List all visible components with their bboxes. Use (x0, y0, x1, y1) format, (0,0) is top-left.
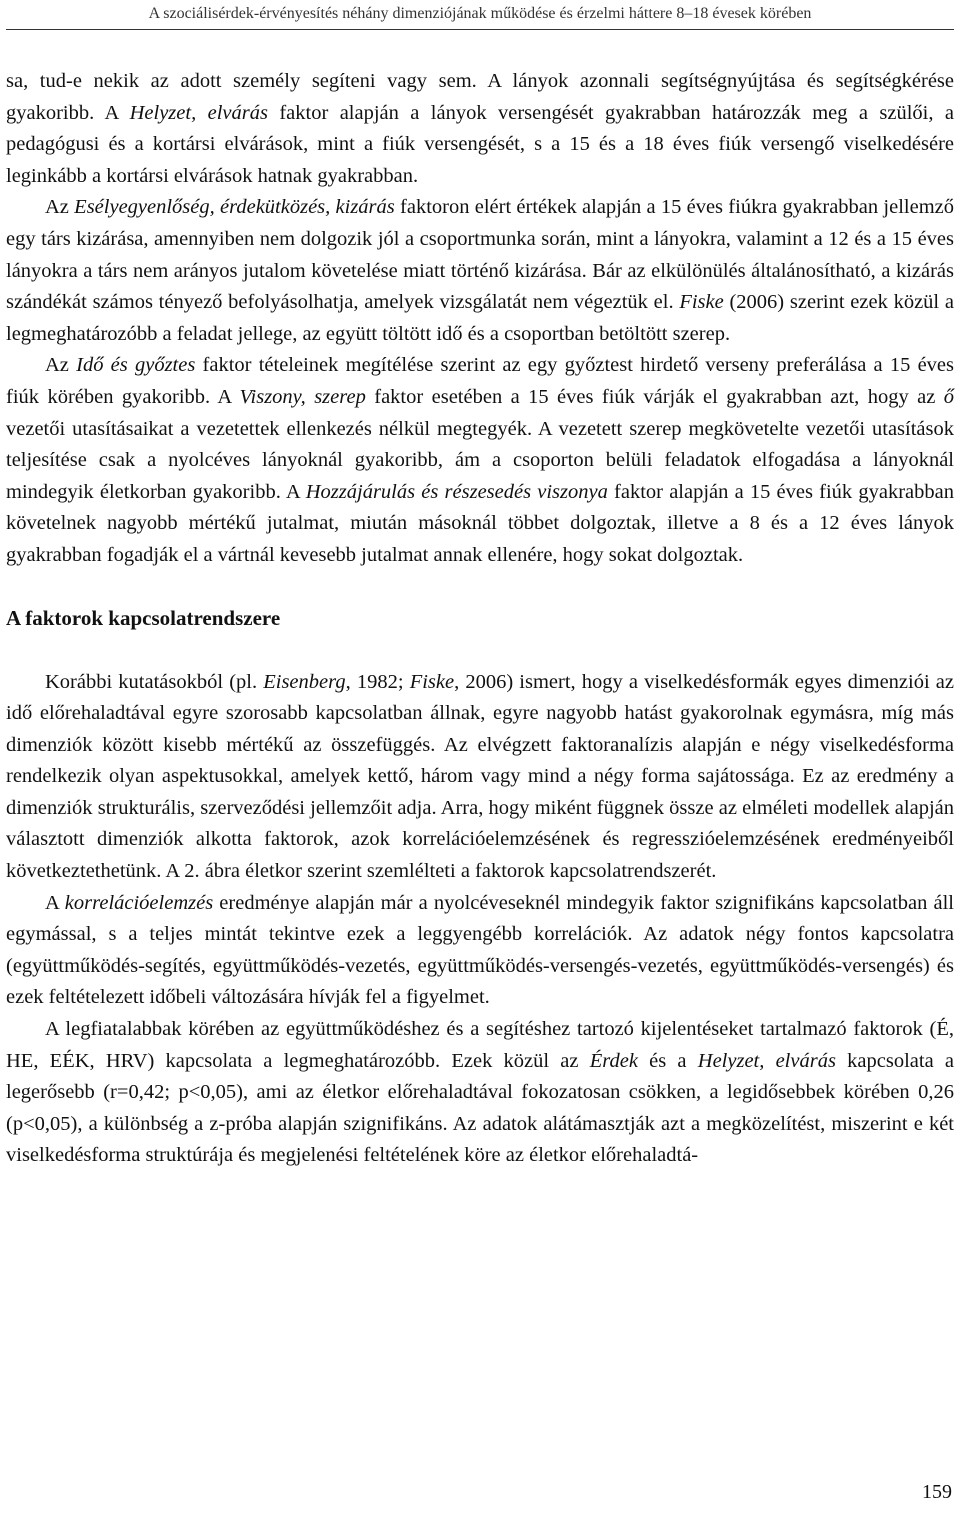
text-run: , 1982; (345, 670, 410, 693)
text-run: faktor esetében a 15 éves fiúk várják el gyakrabban azt, hogy az (365, 385, 944, 408)
paragraph-6 (6, 1014, 954, 1172)
paragraph-2 (6, 192, 954, 350)
paragraph-3 (6, 350, 954, 571)
text-run: és a (637, 1049, 698, 1072)
italic-citation: Eisenberg (263, 670, 346, 693)
italic-term: Érdek (589, 1049, 638, 1072)
text-run: faktor tételeinek megítélése szerint az egy győztest hirdető verseny preferálása a 15 éves fiúk körében gyakoribb. A (6, 354, 954, 408)
italic-term: Hozzájárulás és részesedés viszonya (305, 480, 608, 503)
text-run: Az (45, 354, 77, 377)
text-run: faktor alapján a 15 éves fiúk gyakrabban követelnek nagyobb mértékű jutalmat, miután másoknál többet dolgoztak, illetve a 8 és a 12 éves lányok gyakrabban fogadják el a vártnál kevesebb jutalmat annak ellenére, hogy sokat dolgoztak. (6, 480, 954, 566)
text-run: (2006) szerint ezek közül a legmeghatározóbb a feladat jellege, az együtt töltött idő és a csoportban betöltött szerep. (6, 291, 954, 345)
paragraph-1 (6, 66, 954, 192)
italic-term: Helyzet, elvárás (697, 1049, 836, 1072)
running-header: A szociálisérdek-érvényesítés néhány dimenziójának működése és érzelmi háttere 8–18 évesek körében (148, 5, 812, 22)
text-run: A (45, 891, 65, 914)
text-run: A legfiatalabbak körében az együttműködéshez és a segítéshez tartozó kijelentéseket tartalmazó faktorok (É, HE, EÉK, HRV) kapcsolata a legmeghatározóbb. Ezek közül az (6, 1018, 954, 1072)
italic-term: korrelációelemzés (64, 891, 214, 914)
body-text (6, 66, 954, 1172)
italic-term: ő (943, 385, 954, 408)
text-run: Korábbi kutatásokból (pl. (45, 670, 264, 693)
header-rule (6, 29, 954, 30)
text-run: Az (45, 196, 75, 219)
italic-term: Viszony, szerep (239, 385, 366, 408)
italic-citation: Fiske (679, 291, 724, 314)
italic-citation: Fiske (409, 670, 455, 693)
text-run: faktoron elért értékek alapján a 15 éves fiúkra gyakrabban jellemző egy társ kizárása, amennyiben nem dolgozik jól a csoportmunka során, mint a lányokra, valamint a 12 és a 15 éves lányokra a társ nem arányos jutalom követelése miatt történő kizárása. Bár az elkülönülés általánosítható, a kizárás szándékát számos tényező befolyásolhatja, amelyek vizsgálatát nem végeztük el. (6, 196, 954, 314)
italic-term: Esélyegyenlőség, érdekütközés, kizárás (74, 196, 395, 219)
text-run: faktor alapján a lányok versengését gyakrabban határozzák meg a szülői, a pedagógusi és a kortársi elvárások, mint a fiúk versengését, s a 15 és a 18 éves fiúk versengő viselkedésére leginkább a kortársi elvárások hatnak gyakrabban. (6, 101, 954, 187)
paragraph-5 (6, 888, 954, 1014)
page-number: 159 (922, 1481, 952, 1503)
italic-term: Helyzet, elvárás (129, 101, 268, 124)
text-run: , 2006) ismert, hogy a viselkedésformák egyes dimenziói az idő előrehaladtával egyre szorosabb kapcsolatban állnak, egyre nagyobb hatást gyakorolnak egymásra, míg más dimenziók között kisebb mértékű az összefüggés. Az elvégzett faktoranalízis alapján e négy viselkedésforma rendelkezik olyan aspektusokkal, amelyek kettő, három vagy mind a négy forma sajátossága. Ez az eredmény a dimenziók strukturális, szerveződési jellemzőit adja. Arra, hogy miként függnek össze az elméleti modellek alapján választott dimenziók alkotta faktorok, azok korrelációelemzésének és regresszióelemzésének eredményeiből következtethetünk. A 2. ábra életkor szerint szemlélteti a faktorok kapcsolatrendszerét. (6, 670, 954, 883)
text-run: eredménye alapján már a nyolcéveseknél mindegyik faktor szignifikáns kapcsolatban áll egymással, s a teljes mintát tekintve ezek a leggyengébb korrelációk. Az adatok négy fontos kapcsolatra (együttműködés-segítés, együttműködés-vezetés, együttműködés-versengés-vezetés, együttműködés-versengés) és ezek feltételezett időbeli változására hívják fel a figyelmet. (6, 891, 954, 1009)
text-run: sa, tud-e nekik az adott személy segíteni vagy sem. A lányok azonnali segítségnyújtása és segítségkérése gyakoribb. A (6, 70, 954, 124)
italic-term: Idő és győztes (76, 354, 196, 377)
paragraph-4 (6, 667, 954, 888)
text-run: kapcsolata a legerősebb (r=0,42; p<0,05), ami az életkor előrehaladtával fokozatosan csökken, a legidősebbek körében 0,26 (p<0,05), a különbség a z-próba alapján szignifikáns. Az adatok alátámasztják azt a megközelítést, miszerint e két viselkedésforma struktúrája és megjelenési feltételének köre az életkor előrehaladtá- (6, 1049, 954, 1167)
text-run: vezetői utasításaikat a vezetettek ellenkezés nélkül megtegyék. A vezetett szerep megkövetelte vezetői utasítások teljesítése csak a nyolcéves lányoknál gyakoribb, ám a csoporton belüli feladatok elfogadása a lányoknál mindegyik életkorban gyakoribb. A (6, 417, 954, 503)
section-heading: A faktorok kapcsolatrendszere (6, 605, 281, 630)
